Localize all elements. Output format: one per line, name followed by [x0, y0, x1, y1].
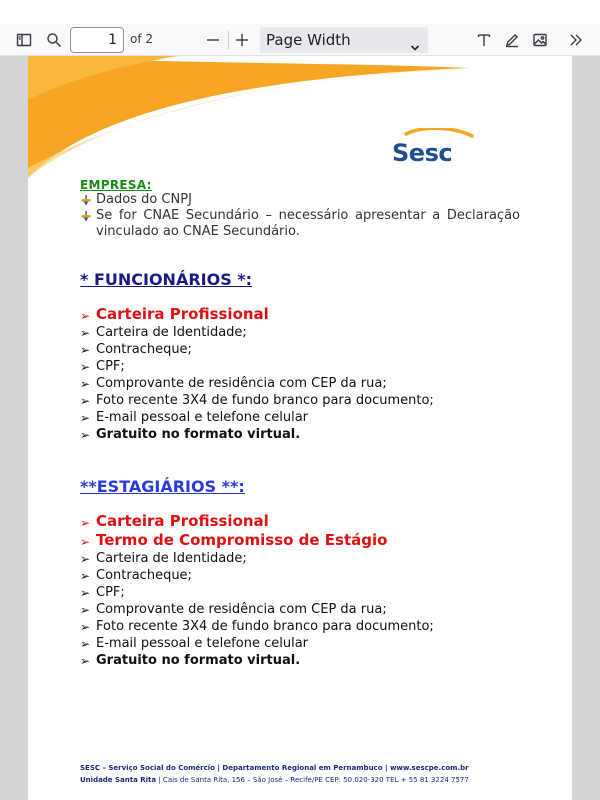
- empresa-heading: EMPRESA:: [80, 178, 152, 192]
- zoom-in-button[interactable]: [230, 28, 254, 52]
- list-item: [80, 324, 520, 341]
- arrow-bullet-icon: ➢: [80, 637, 91, 651]
- more-tools-button[interactable]: [564, 28, 588, 52]
- list-item: [80, 652, 520, 669]
- estagiarios-heading: **ESTAGIÁRIOS **:: [80, 477, 245, 496]
- zoom-select[interactable]: [260, 27, 428, 53]
- arrow-bullet-icon: ➢: [80, 326, 91, 340]
- toolbar-separator: [228, 31, 229, 49]
- highlight-item-text: Termo de Compromisso de Estágio: [96, 531, 388, 549]
- empresa-item-text: Dados do CNPJ: [96, 192, 192, 207]
- text-tool-button[interactable]: [472, 28, 496, 52]
- arrow-bullet-icon: ➢: [80, 343, 91, 357]
- list-item: [80, 618, 520, 635]
- item-text: Comprovante de residência com CEP da rua;: [96, 602, 387, 617]
- footer-line-1: SESC – Serviço Social do Comércio | Departamento Regional em Pernambuco | www.sescpe.com.br: [80, 764, 469, 772]
- sidebar-icon: [16, 32, 32, 48]
- document-footer: [80, 762, 520, 786]
- sesc-logo: [392, 128, 476, 164]
- arrow-bullet-icon: ➢: [80, 569, 91, 583]
- item-text: CPF;: [96, 585, 125, 600]
- list-item: [80, 192, 520, 208]
- item-text: Foto recente 3X4 de fundo branco para documento;: [96, 619, 434, 634]
- highlight-item-text: Carteira Profissional: [96, 512, 269, 530]
- draw-tool-button[interactable]: [500, 28, 524, 52]
- arrow-bullet-icon: ➢: [80, 620, 91, 634]
- arrow-bullet-icon: ➢: [80, 586, 91, 600]
- find-button[interactable]: [42, 28, 66, 52]
- arrow-bullet-icon: ➢: [80, 428, 91, 442]
- pin-bullet-icon: [80, 210, 92, 222]
- draw-icon: [504, 32, 520, 48]
- item-text: E-mail pessoal e telefone celular: [96, 636, 309, 651]
- item-text: Foto recente 3X4 de fundo branco para documento;: [96, 393, 434, 408]
- footer-address: | Cais de Santa Rita, 156 – São José – Recife/PE CEP: 50.020-320 TEL + 55 81 3224 7577: [156, 776, 469, 784]
- page-number-input[interactable]: [70, 27, 124, 53]
- item-text: CPF;: [96, 359, 125, 374]
- list-item: [80, 341, 520, 358]
- arrow-bullet-icon: ➢: [80, 552, 91, 566]
- arrow-bullet-icon: ➢: [80, 535, 91, 549]
- arrow-bullet-icon: ➢: [80, 360, 91, 374]
- list-item: [80, 375, 520, 392]
- list-item: [80, 531, 520, 550]
- footer-line-2: [80, 774, 520, 786]
- document-content: [80, 178, 520, 669]
- arrow-bullet-icon: ➢: [80, 411, 91, 425]
- image-tool-button[interactable]: [528, 28, 552, 52]
- pdf-page: [28, 56, 572, 800]
- zoom-in-icon: [234, 32, 250, 48]
- footer-unit-name: Unidade Santa Rita: [80, 776, 157, 784]
- more-tools-icon: [568, 32, 584, 48]
- empresa-item-text: Se for CNAE Secundário – necessário apresentar a Declaração vinculado ao CNAE Secundário.: [96, 208, 520, 239]
- pdf-toolbar: [0, 24, 600, 56]
- list-item: [80, 601, 520, 618]
- list-item: [80, 358, 520, 375]
- highlight-item-text: Carteira Profissional: [96, 305, 269, 323]
- search-icon: [46, 32, 62, 48]
- item-text: Carteira de Identidade;: [96, 325, 247, 340]
- item-text: Contracheque;: [96, 568, 192, 583]
- list-item: [80, 409, 520, 426]
- list-item: [80, 567, 520, 584]
- list-item: [80, 392, 520, 409]
- sesc-logo-text: Sesc: [392, 139, 453, 164]
- item-text: Comprovante de residência com CEP da rua;: [96, 376, 387, 391]
- chevron-down-icon: [410, 35, 420, 45]
- zoom-out-button[interactable]: [201, 28, 225, 52]
- arrow-bullet-icon: ➢: [80, 309, 91, 323]
- page-count-label: of 2: [130, 32, 154, 46]
- zoom-out-icon: [205, 32, 221, 48]
- list-item: [80, 635, 520, 652]
- bold-item-text: Gratuito no formato virtual.: [96, 427, 301, 442]
- arrow-bullet-icon: ➢: [80, 654, 91, 668]
- item-text: E-mail pessoal e telefone celular: [96, 410, 309, 425]
- item-text: Carteira de Identidade;: [96, 551, 247, 566]
- arrow-bullet-icon: ➢: [80, 516, 91, 530]
- arrow-bullet-icon: ➢: [80, 377, 91, 391]
- image-icon: [532, 32, 548, 48]
- list-item: [80, 426, 520, 443]
- list-item: [80, 512, 520, 531]
- item-text: Contracheque;: [96, 342, 192, 357]
- list-item: [80, 550, 520, 567]
- sidebar-toggle-button[interactable]: [12, 28, 36, 52]
- pin-bullet-icon: [80, 194, 92, 206]
- arrow-bullet-icon: ➢: [80, 394, 91, 408]
- list-item: [80, 584, 520, 601]
- bold-item-text: Gratuito no formato virtual.: [96, 653, 301, 668]
- pdf-viewer-area[interactable]: [0, 56, 600, 800]
- funcionarios-heading: * FUNCIONÁRIOS *:: [80, 270, 253, 289]
- arrow-bullet-icon: ➢: [80, 603, 91, 617]
- list-item: [80, 305, 520, 324]
- orange-swoosh-graphic: [28, 56, 572, 186]
- zoom-select-value: Page Width: [266, 31, 351, 49]
- list-item: [80, 208, 520, 240]
- text-icon: [476, 32, 492, 48]
